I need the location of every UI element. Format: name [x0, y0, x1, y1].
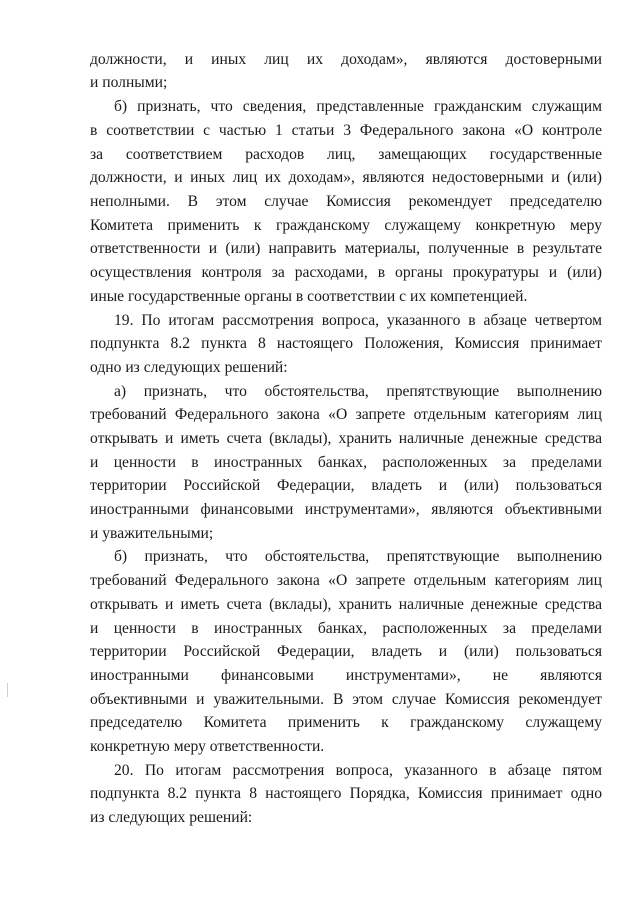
text-line: председателю Комитета применить к гражданскому служащему [90, 714, 602, 731]
paragraph-start-b: б) признать, что сведения, представленные гражданским служащим [114, 98, 602, 115]
text-line: и ценности в иностранных банках, расположенных за пределами [90, 454, 602, 471]
text-line: подпункта 8.2 пункта 8 настоящего Порядка, Комиссия принимает одно [90, 785, 602, 802]
text-line: конкретную меру ответственности. [90, 738, 325, 755]
text-line: территории Российской Федерации, владеть и (или) пользоваться [90, 643, 602, 660]
text-line: и полными; [90, 74, 168, 91]
paragraph-start-19: 19. По итогам рассмотрения вопроса, указанного в абзаце четвертом [114, 312, 602, 329]
text-line: иностранными финансовыми инструментами», не являются [90, 667, 602, 684]
text-line: объективными и уважительными. В этом случае Комиссия рекомендует [90, 691, 602, 708]
text-line: должности, и иных лиц их доходам», являются недостоверными и (или) [90, 169, 602, 186]
text-line: требований Федерального закона «О запрете отдельным категориям лиц [90, 572, 602, 589]
text-line: должности, и иных лиц их доходам», являются достоверными [90, 51, 602, 68]
text-line: в соответствии с частью 1 статьи 3 Федерального закона «О контроле [90, 122, 602, 139]
text-line: ответственности и (или) направить материалы, полученные в результате [90, 240, 602, 257]
text-line: открывать и иметь счета (вклады), хранить наличные денежные средства [90, 596, 602, 613]
text-line: одно из следующих решений: [90, 359, 288, 376]
text-line: иностранными финансовыми инструментами», являются объективными [90, 501, 602, 518]
paragraph-start-b2: б) признать, что обстоятельства, препятствующие выполнению [114, 548, 602, 565]
paragraph-start-20: 20. По итогам рассмотрения вопроса, указанного в абзаце пятом [114, 762, 602, 779]
text-line: Комитета применить к гражданскому служащему конкретную меру [90, 217, 602, 234]
text-line: неполными. В этом случае Комиссия рекомендует председателю [90, 193, 602, 210]
text-line: территории Российской Федерации, владеть и (или) пользоваться [90, 477, 602, 494]
text-line: иные государственные органы в соответствии с их компетенцией. [90, 288, 528, 305]
paragraph-start-a: а) признать, что обстоятельства, препятствующие выполнению [114, 383, 602, 400]
text-line: за соответствием расходов лиц, замещающих государственные [90, 146, 602, 163]
text-line: осуществления контроля за расходами, в органы прокуратуры и (или) [90, 264, 602, 281]
text-line: из следующих решений: [90, 809, 253, 826]
text-line: и уважительными; [90, 525, 214, 542]
text-line: открывать и иметь счета (вклады), хранить наличные денежные средства [90, 430, 602, 447]
text-line: и ценности в иностранных банках, расположенных за пределами [90, 620, 602, 637]
text-line: требований Федерального закона «О запрете отдельным категориям лиц [90, 406, 602, 423]
scan-margin-mark [7, 683, 8, 697]
text-line: подпункта 8.2 пункта 8 настоящего Положения, Комиссия принимает [90, 335, 602, 352]
